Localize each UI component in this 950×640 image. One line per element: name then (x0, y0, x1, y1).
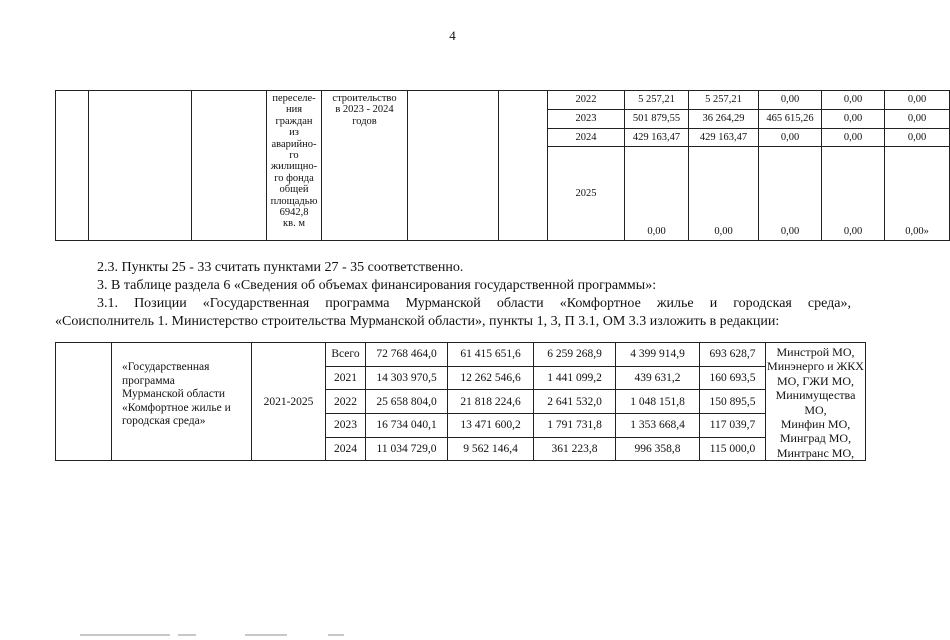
value-cell: 11 034 729,0 (366, 437, 448, 461)
value-cell: 36 264,29 (689, 110, 759, 129)
empty-cell (408, 91, 499, 241)
program-line: «Комфортное жилье и (122, 401, 231, 414)
program-line: программа (122, 374, 175, 387)
value-cell: 693 628,7 (700, 343, 766, 367)
period-line: годов (352, 115, 377, 127)
value-cell: 14 303 970,5 (366, 366, 448, 390)
period-cell (322, 91, 408, 241)
value-cell: 160 693,5 (700, 366, 766, 390)
row-label-cell: 2022 (326, 390, 366, 414)
empty-cell (56, 343, 112, 461)
purpose-line: аварийно- (271, 138, 317, 150)
page-number: 4 (449, 28, 456, 43)
value-cell: 1 441 099,2 (534, 366, 616, 390)
value-cell: 0,00 (822, 110, 885, 129)
value-cell: 25 658 804,0 (366, 390, 448, 414)
year-cell: 2025 (548, 147, 625, 241)
value-cell: 61 415 651,6 (448, 343, 534, 367)
purpose-cell (267, 91, 322, 241)
executor-line: Минград МО, (779, 431, 852, 446)
value-cell: 2 641 532,0 (534, 390, 616, 414)
value-cell: 0,00 (625, 147, 689, 241)
value-cell: 13 471 600,2 (448, 413, 534, 437)
value-cell: 5 257,21 (625, 91, 689, 110)
executor-line: Минэнерго и ЖКХ (767, 359, 864, 374)
executor-line: Минфин МО, (780, 417, 851, 432)
purpose-line: 6942,8 (279, 207, 309, 219)
row-label-cell: 2023 (326, 413, 366, 437)
executor-line: Минтранс МО, (776, 445, 855, 460)
value-cell: 9 562 146,4 (448, 437, 534, 461)
footer-mark (328, 634, 344, 636)
value-cell: 21 818 224,6 (448, 390, 534, 414)
purpose-line: кв. м (283, 218, 305, 230)
value-cell: 117 039,7 (700, 413, 766, 437)
value-cell: 1 048 151,8 (616, 390, 700, 414)
value-cell: 429 163,47 (689, 129, 759, 147)
program-line: «Государственная (122, 361, 210, 373)
row-label-cell: 2021 (326, 366, 366, 390)
value-cell: 12 262 546,6 (448, 366, 534, 390)
value-cell: 996 358,8 (616, 437, 700, 461)
value-cell: 439 631,2 (616, 366, 700, 390)
year-cell: 2024 (548, 129, 625, 147)
empty-cell (56, 91, 89, 241)
program-line: городская среда» (122, 415, 206, 427)
value-cell: 4 399 914,9 (616, 343, 700, 367)
value-cell: 0,00 (885, 91, 950, 110)
value-cell: 6 259 268,9 (534, 343, 616, 367)
program-name-cell (112, 343, 252, 461)
financing-table-continued (55, 90, 950, 241)
executor-line: МО, ГЖИ МО, (776, 373, 855, 388)
paragraph-3-1-continued: «Соисполнитель 1. Министерство строительства Мурманской области», пункты 1, 3, П 3.1, ОМ 3.3 изложить в редакции: (55, 314, 780, 329)
executor-line: Минстрой МО, (776, 345, 855, 359)
value-cell: 361 223,8 (534, 437, 616, 461)
value-cell: 0,00 (885, 129, 950, 147)
value-cell: 0,00 (759, 91, 822, 110)
value-cell: 115 000,0 (700, 437, 766, 461)
value-cell: 0,00 (822, 129, 885, 147)
program-line: Мурманской области (122, 388, 226, 400)
value-cell: 0,00 (885, 110, 950, 129)
value-cell: 0,00 (759, 147, 822, 241)
value-cell: 1 353 668,4 (616, 413, 700, 437)
paragraph-3-1: 3.1. Позиции «Государственная программа Мурманской области «Комфортное жилье и городская среда», (97, 296, 851, 311)
purpose-line: из (289, 127, 299, 139)
financing-table-new (55, 342, 866, 461)
year-cell: 2023 (548, 110, 625, 129)
value-cell: 150 895,5 (700, 390, 766, 414)
executor-line: Минимущества МО, (775, 388, 856, 417)
value-cell: 16 734 040,1 (366, 413, 448, 437)
value-cell: 0,00 (822, 91, 885, 110)
footer-mark (245, 634, 287, 636)
paragraph-2-3: 2.3. Пункты 25 - 33 считать пунктами 27 - 35 соответственно. (97, 260, 464, 275)
empty-cell (89, 91, 192, 241)
footer-mark (80, 634, 170, 636)
purpose-line: го (289, 150, 299, 162)
value-cell: 465 615,26 (759, 110, 822, 129)
empty-cell (192, 91, 267, 241)
paragraph-3: 3. В таблице раздела 6 «Сведения об объемах финансирования государственной программы»: (97, 278, 657, 293)
period-line: в 2023 - 2024 (335, 104, 394, 116)
value-cell: 5 257,21 (689, 91, 759, 110)
footer-mark (178, 634, 196, 636)
purpose-line: общей (279, 184, 309, 196)
value-cell: 429 163,47 (625, 129, 689, 147)
purpose-line: площадью (270, 195, 318, 207)
purpose-line: ния (285, 104, 303, 116)
empty-cell (499, 91, 548, 241)
value-cell: 501 879,55 (625, 110, 689, 129)
value-cell: 0,00 (822, 147, 885, 241)
value-cell: 0,00 (759, 129, 822, 147)
value-cell: 1 791 731,8 (534, 413, 616, 437)
purpose-line: граждан (275, 115, 313, 127)
purpose-line: го фонда (274, 172, 314, 184)
value-cell: 0,00» (885, 147, 950, 241)
purpose-line: переселе- (272, 93, 316, 104)
value-cell: 0,00 (689, 147, 759, 241)
row-label-cell: Всего (326, 343, 366, 367)
value-cell: 72 768 464,0 (366, 343, 448, 367)
executors-cell (766, 343, 866, 461)
year-cell: 2022 (548, 91, 625, 110)
period-line: строительство (332, 93, 397, 104)
program-period-cell: 2021-2025 (252, 343, 326, 461)
row-label-cell: 2024 (326, 437, 366, 461)
purpose-line: жилищно- (270, 161, 318, 173)
